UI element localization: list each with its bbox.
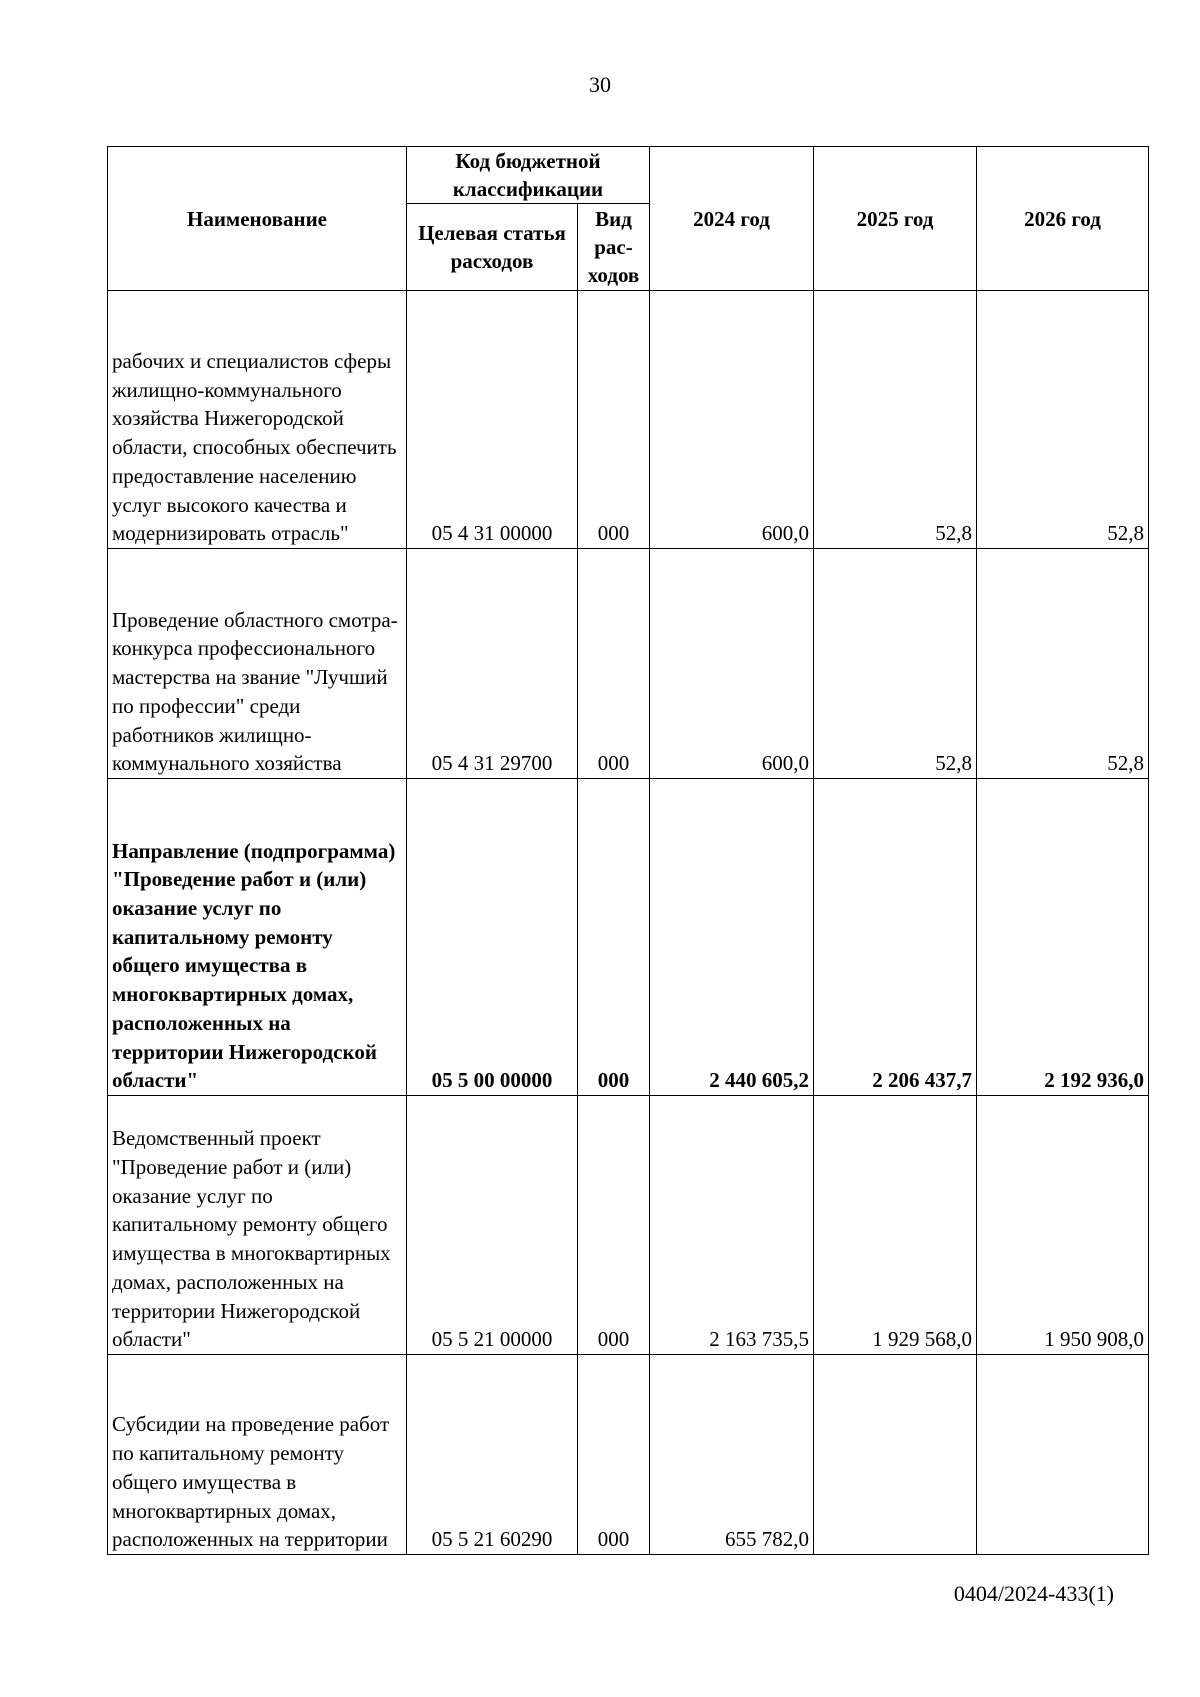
document-code: 0404/2024-433(1): [953, 1581, 1114, 1606]
row-name: Ведомственный проект "Проведение работ и (или) оказание услуг по капитальному ремонту общего имущества в многоквартирных домах, расположенных на территории Нижегородской области": [108, 1096, 407, 1355]
row-name: рабочих и специалистов сферы жилищно-коммунального хозяйства Нижегородской области, способных обеспечить предоставление населению услуг высокого качества и модернизировать отрасль": [108, 291, 407, 549]
table-row: [108, 549, 1149, 779]
row-value-2026: 1 950 908,0: [977, 1096, 1149, 1355]
header-target-article: Целевая статья расходов: [407, 204, 578, 291]
table-row: [108, 1096, 1149, 1355]
row-name: Направление (подпрограмма) "Проведение работ и (или) оказание услуг по капитальному ремонту общего имущества в многоквартирных домах, расположенных на территории Нижегородской области": [108, 779, 407, 1096]
row-target-code: 05 5 00 00000: [407, 779, 578, 1096]
row-value-2024: 2 440 605,2: [650, 779, 814, 1096]
row-value-2025: [814, 1355, 977, 1555]
row-value-2024: 655 782,0: [650, 1355, 814, 1555]
row-value-2024: 600,0: [650, 291, 814, 549]
row-expense-type: 000: [578, 549, 650, 779]
header-expense-type: Вид рас-ходов: [578, 204, 650, 291]
row-target-code: 05 5 21 60290: [407, 1355, 578, 1555]
header-year-2026: 2026 год: [977, 147, 1149, 291]
row-value-2026: 2 192 936,0: [977, 779, 1149, 1096]
row-expense-type: 000: [578, 1355, 650, 1555]
header-name: Наименование: [108, 147, 407, 291]
row-value-2025: 52,8: [814, 549, 977, 779]
row-value-2026: [977, 1355, 1149, 1555]
row-value-2026: 52,8: [977, 291, 1149, 549]
row-expense-type: 000: [578, 779, 650, 1096]
row-value-2025: 1 929 568,0: [814, 1096, 977, 1355]
row-target-code: 05 4 31 00000: [407, 291, 578, 549]
row-value-2025: 52,8: [814, 291, 977, 549]
row-value-2024: 2 163 735,5: [650, 1096, 814, 1355]
page-number: 30: [589, 72, 611, 97]
header-budget-code: Код бюджетной классификации: [407, 147, 650, 204]
budget-table: [107, 146, 1149, 1555]
row-name: Проведение областного смотра-конкурса профессионального мастерства на звание "Лучший по профессии" среди работников жилищно-коммунального хозяйства: [108, 549, 407, 779]
row-value-2026: 52,8: [977, 549, 1149, 779]
row-target-code: 05 4 31 29700: [407, 549, 578, 779]
row-expense-type: 000: [578, 291, 650, 549]
table-row: [108, 1355, 1149, 1555]
row-value-2024: 600,0: [650, 549, 814, 779]
header-year-2024: 2024 год: [650, 147, 814, 291]
header-year-2025: 2025 год: [814, 147, 977, 291]
row-name: Субсидии на проведение работ по капитальному ремонту общего имущества в многоквартирных домах, расположенных на территории: [108, 1355, 407, 1555]
table-row: [108, 779, 1149, 1096]
table-row: [108, 291, 1149, 549]
row-target-code: 05 5 21 00000: [407, 1096, 578, 1355]
row-value-2025: 2 206 437,7: [814, 779, 977, 1096]
row-expense-type: 000: [578, 1096, 650, 1355]
